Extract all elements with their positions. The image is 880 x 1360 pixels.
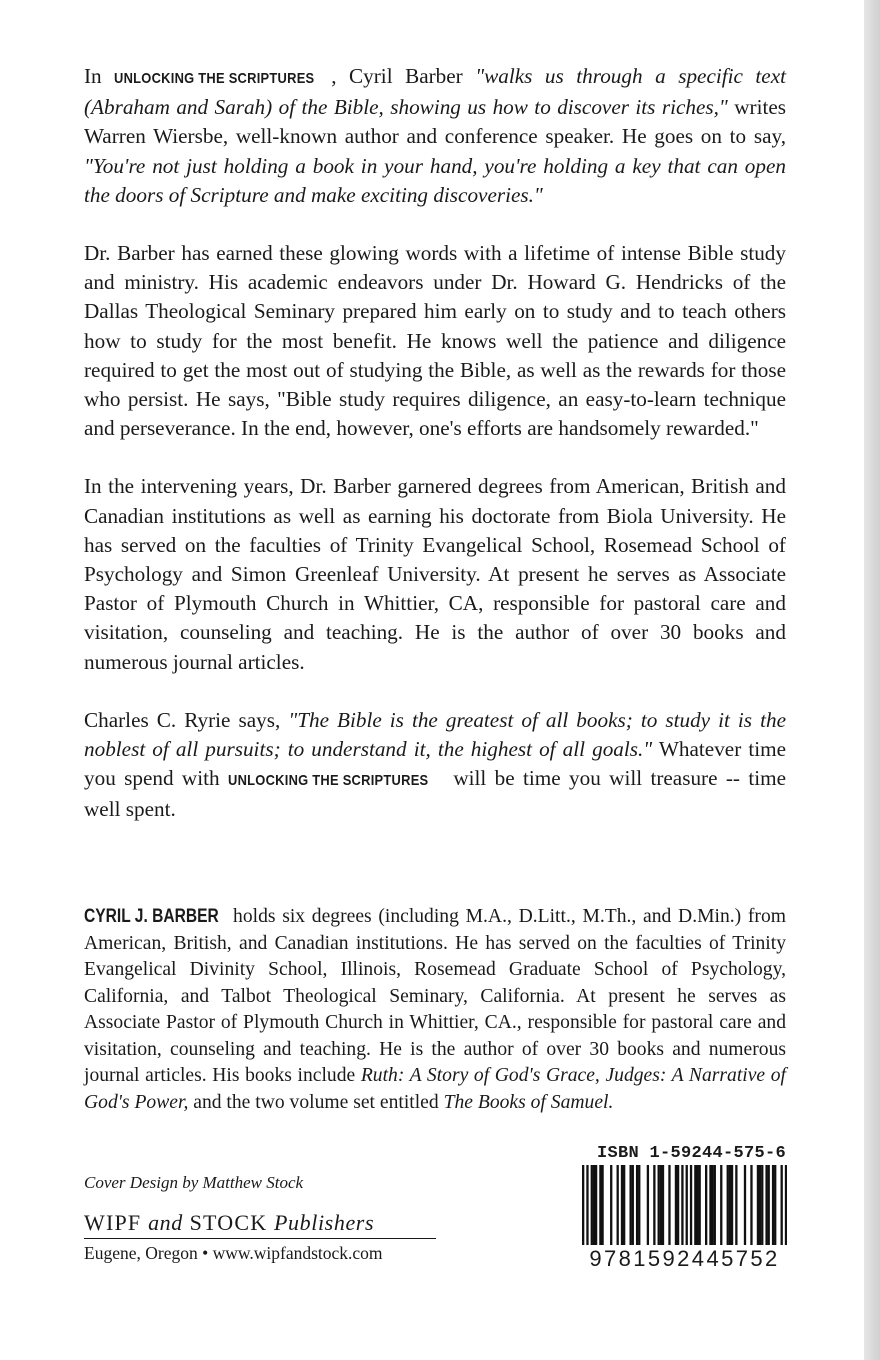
body-text: In bbox=[84, 64, 115, 88]
barcode-bar bbox=[705, 1165, 707, 1245]
publisher-name bbox=[84, 1210, 374, 1235]
bio-author-name: CYRIL J. BARBER bbox=[84, 906, 219, 927]
barcode-bar bbox=[709, 1165, 711, 1245]
paragraph-4 bbox=[84, 706, 786, 825]
barcode-bar bbox=[731, 1165, 733, 1245]
cover-design-credit: Cover Design by Matthew Stock bbox=[84, 1173, 304, 1192]
quote-text: "You're not just holding a book in your hand, you're holding a key that can open the doors of Scripture and make exciting discoveries." bbox=[84, 153, 786, 207]
barcode-bar bbox=[681, 1165, 683, 1245]
isbn-label: ISBN 1-59244-575-6 bbox=[597, 1144, 787, 1163]
bio-book-samuel: The Books of Samuel. bbox=[443, 1091, 614, 1113]
barcode-bar bbox=[744, 1165, 746, 1245]
barcode-bar bbox=[617, 1165, 619, 1245]
body-text: Dr. Barber has earned these glowing words with a lifetime of intense Bible study and ministry. His academic endeavors under Dr. Howard G. Hendricks of the Dallas Theological Seminary prepared him early on to study and to teach others how to study for the most benefit. He knows well the patience and diligence required to get the most out of studying the Bible, as well as the rewards for those who persist. He says, "Bible study requires diligence, an easy-to-learn technique and perseverance. In the end, however, one's efforts are handsomely rewarded." bbox=[84, 241, 786, 441]
bio-books-list: Ruth: A Story of God's Grace, Judges: A Narrative of God's Power, bbox=[84, 1065, 786, 1113]
barcode-bar bbox=[785, 1165, 787, 1245]
barcode-bar bbox=[586, 1165, 588, 1245]
quote-text: "The Bible is the greatest of all books; to study it is the noblest of all pursuits; to understand it, the highest of all goals." bbox=[84, 707, 786, 762]
paragraph-3 bbox=[84, 472, 786, 676]
body-text: writes Warren Wiersbe, well-known author and conference speaker. He goes on to say, bbox=[84, 95, 787, 149]
barcode-bar bbox=[662, 1165, 664, 1245]
isbn-barcode bbox=[582, 1165, 787, 1245]
barcode-bar bbox=[772, 1165, 774, 1245]
barcode-bar bbox=[729, 1165, 731, 1245]
barcode-bar bbox=[720, 1165, 722, 1245]
barcode-bar bbox=[647, 1165, 649, 1245]
back-cover-text bbox=[84, 62, 786, 825]
barcode-bar bbox=[711, 1165, 713, 1245]
barcode-bar bbox=[759, 1165, 761, 1245]
barcode-bar bbox=[781, 1165, 783, 1245]
barcode-bar bbox=[774, 1165, 776, 1245]
paragraph-1 bbox=[84, 62, 786, 210]
publisher-logo bbox=[84, 1210, 436, 1239]
publisher-address: Eugene, Oregon • www.wipfandstock.com bbox=[84, 1243, 383, 1263]
barcode-bar bbox=[610, 1165, 612, 1245]
publisher-name-and: and bbox=[148, 1210, 183, 1235]
book-title-caps: UNLOCKING THE SCRIPTURES bbox=[227, 772, 429, 790]
body-text: will be time you will treasure -- time well spent. bbox=[84, 766, 786, 822]
barcode-bar bbox=[621, 1165, 623, 1245]
body-text: In the intervening years, Dr. Barber garnered degrees from American, British and Canadian institutions as well as earning his doctorate from Biola University. He has served on the faculties of Trinity Evangelical School, Rosemead School of Psychology and Simon Greenleaf University. At present he serves as Associate Pastor of Plymouth Church in Whittier, CA, responsible for pastoral care and visitation, counseling and teaching. He is the author of over 30 books and numerous journal articles. bbox=[84, 474, 786, 674]
barcode-bar bbox=[714, 1165, 716, 1245]
barcode-bar bbox=[593, 1165, 595, 1245]
barcode-bar bbox=[668, 1165, 670, 1245]
barcode-bar bbox=[629, 1165, 631, 1245]
barcode-bar bbox=[599, 1165, 601, 1245]
barcode-bar bbox=[601, 1165, 603, 1245]
spine-edge bbox=[864, 0, 880, 1360]
barcode-bar bbox=[686, 1165, 688, 1245]
barcode-bar bbox=[696, 1165, 698, 1245]
barcode-bar bbox=[677, 1165, 679, 1245]
paragraph-2 bbox=[84, 239, 786, 443]
barcode-bar bbox=[699, 1165, 701, 1245]
barcode-bar bbox=[632, 1165, 634, 1245]
barcode-bar bbox=[750, 1165, 752, 1245]
quote-text: "walks us through a specific text (Abraham and Sarah) of the Bible, showing us how to discover its riches," bbox=[84, 64, 786, 120]
body-text: Charles C. Ryrie says, bbox=[84, 707, 289, 732]
barcode-bar bbox=[727, 1165, 729, 1245]
barcode-bar bbox=[660, 1165, 662, 1245]
publisher-name-wipf: WIPF bbox=[84, 1210, 149, 1235]
barcode-bar bbox=[623, 1165, 625, 1245]
bio-text-part1: holds six degrees (including M.A., D.Litt., M.Th., and D.Min.) from American, British, and Canadian institutions. He has served on the faculties of Trinity Evangelical Divinity School, Illinois, Rosemead Graduate School of Psychology, California, and Talbot Theological Seminary, California. At present he serves as Associate Pastor of Plymouth Church in Whittier, CA., responsible for pastoral care and visitation, counseling and teaching. He is the author of over 30 books and numerous journal articles. His books include bbox=[84, 906, 786, 1086]
author-bio bbox=[84, 904, 786, 1116]
barcode-bar bbox=[591, 1165, 593, 1245]
publisher-name-stock: STOCK bbox=[182, 1210, 275, 1235]
barcode-bar bbox=[761, 1165, 763, 1245]
bio-text-part2: and the two volume set entitled bbox=[188, 1091, 444, 1113]
barcode-bar bbox=[658, 1165, 660, 1245]
publisher-name-suffix: Publishers bbox=[274, 1210, 375, 1235]
book-title-caps: UNLOCKING THE SCRIPTURES bbox=[114, 70, 315, 87]
barcode-bar bbox=[582, 1165, 584, 1245]
barcode-bar bbox=[653, 1165, 655, 1245]
body-text: Whatever time you spend with bbox=[84, 737, 786, 791]
barcode-bar bbox=[595, 1165, 597, 1245]
barcode-bar bbox=[636, 1165, 638, 1245]
barcode-bar bbox=[694, 1165, 696, 1245]
barcode-bar bbox=[638, 1165, 640, 1245]
body-text: , Cyril Barber bbox=[331, 64, 476, 88]
barcode-bar bbox=[675, 1165, 677, 1245]
barcode-bar bbox=[757, 1165, 759, 1245]
barcode-bar bbox=[765, 1165, 767, 1245]
barcode-bar bbox=[735, 1165, 737, 1245]
barcode-bar bbox=[768, 1165, 770, 1245]
barcode-digits: 9781592445752 bbox=[589, 1246, 780, 1271]
barcode-bar bbox=[690, 1165, 692, 1245]
